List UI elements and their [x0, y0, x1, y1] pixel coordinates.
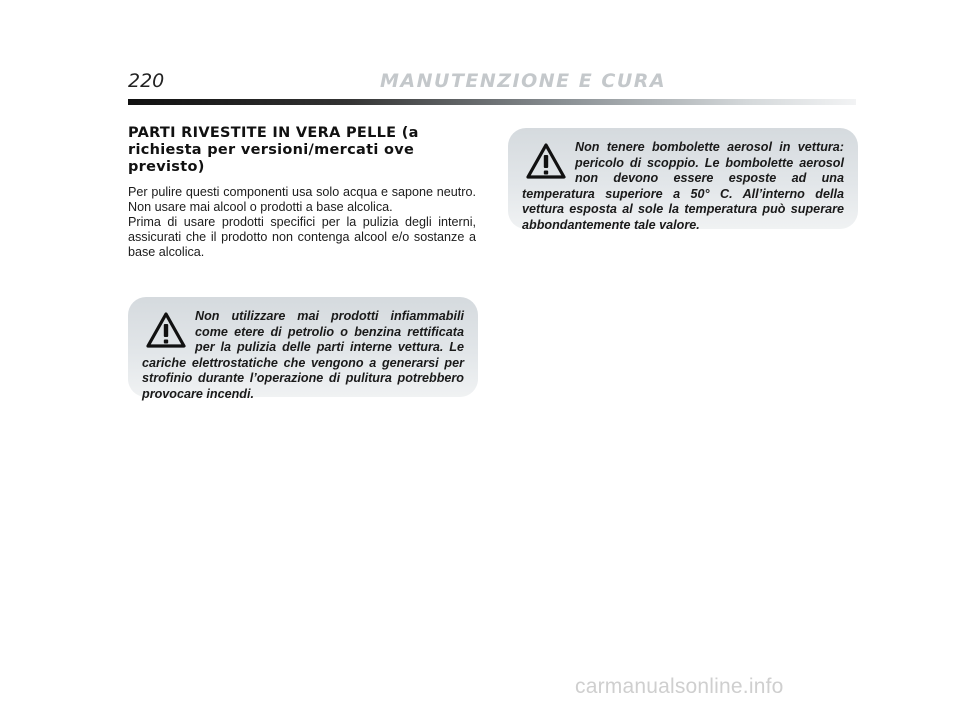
watermark: carmanualsonline.info	[575, 675, 784, 698]
warning-box-flammable	[128, 297, 478, 401]
leather-paragraph-1: Per pulire questi componenti usa solo acqua e sapone neutro. Non usare mai alcool o prodotti a base alcolica.	[128, 185, 476, 214]
section-title: MANUTENZIONE E CURA	[380, 70, 667, 92]
warning-triangle-icon	[146, 312, 186, 348]
warning-text-flammable: Non utilizzare mai prodotti infiammabili come etere di petrolio o benzina rettificata per la pulizia delle parti interne vettura. Le cariche elettrostatiche che vengono a generarsi per strofinio durante l’operazione di pulitura potrebbero provocare incendi.	[142, 309, 464, 401]
warning-triangle-icon	[526, 143, 566, 179]
warning-text-aerosol: Non tenere bombolette aerosol in vettura: pericolo di scoppio. Le bombolette aerosol non devono essere esposte ad una temperatura superiore a 50° C. All’interno della vettura esposta al sole la temperatura può superare abbondantemente tale valore.	[522, 140, 844, 232]
leather-paragraph-2: Prima di usare prodotti specifici per la pulizia degli interni, assicurati che il prodotto non contenga alcool e/o sostanze a base alcolica.	[128, 215, 476, 259]
warning-box-aerosol	[508, 128, 858, 232]
leather-section	[128, 125, 476, 260]
header-rule	[128, 99, 856, 105]
page-number: 220	[128, 70, 165, 92]
leather-heading: PARTI RIVESTITE IN VERA PELLE (a richiesta per versioni/mercati ove previsto)	[128, 125, 419, 175]
